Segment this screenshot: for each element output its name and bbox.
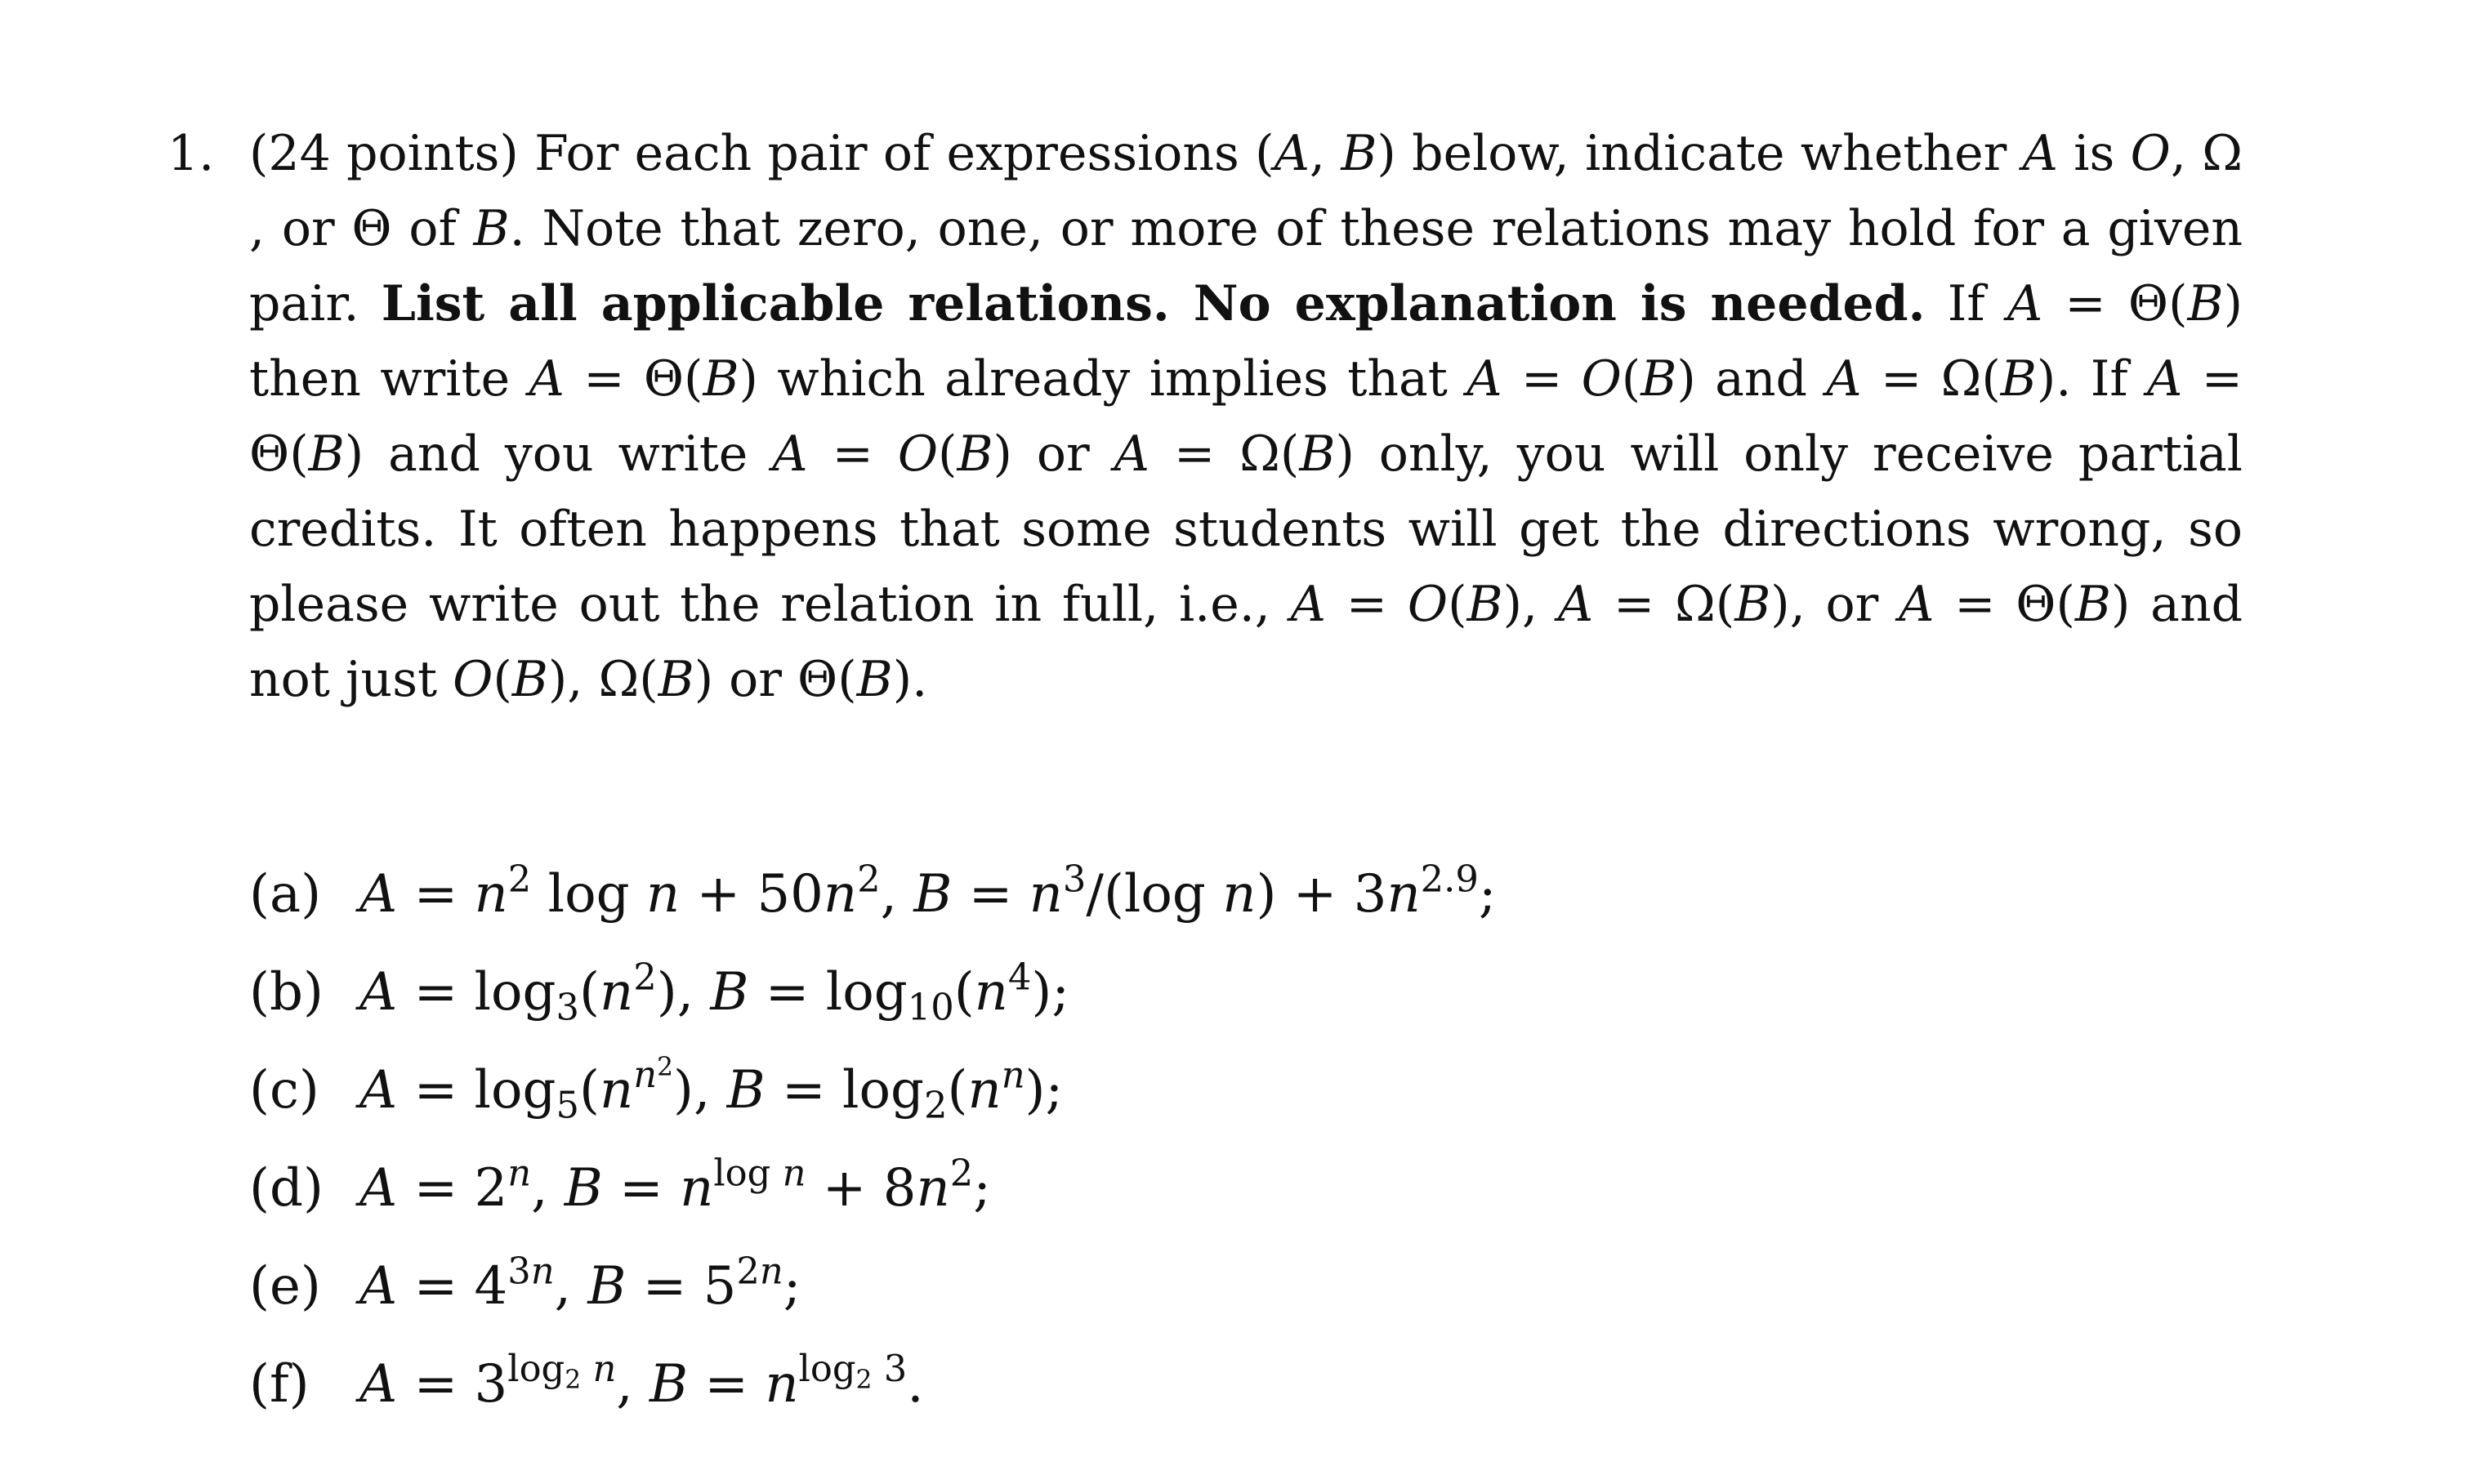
part-f: (f) $A = 3^{log_2 n}$, $B = n^{log_2 3}$. (249, 1335, 1801, 1433)
problem-number: 1. (167, 125, 215, 182)
problem-statement (249, 116, 2243, 717)
parts-list (249, 845, 1801, 1433)
part-e: (e) $A = 4^{3n}$, $B = 5^{2n}$; (249, 1237, 1801, 1335)
part-label: (c) (249, 1060, 319, 1121)
part-label: (a) (249, 864, 322, 925)
statement-intro: (24 points) For each pair of expressions (A, B) below, indicate whether A is O, Ω , or Θ of B. Note that zero, one, or more of these relations may hold for a given pair. (249, 125, 2243, 332)
part-a: (a) $A = n^2$ $\log n + 50n^2$, $B = n^3/(\log$ $n) + 3n^{2.9}$; (249, 845, 1801, 943)
part-label: (b) (249, 962, 324, 1023)
part-label: (d) (249, 1158, 324, 1219)
part-c: (c) $A = \log_5(n^{n^2})$, $B = \log_2(n^n)$; (249, 1041, 1801, 1139)
part-label: (e) (249, 1256, 321, 1317)
part-label: (f) (249, 1354, 310, 1415)
statement-rest: If A = Θ(B) then write A = Θ(B) which already implies that A = O(B) and A = Ω(B). If A = Θ(B) and you write A = O(B) or A = Ω(B) only, you will only receive partial credits. It often happens that some students will get the directions wrong, so please write out the relation in full, i.e., A = O(B), A = Ω(B), or A = Θ(B) and not just O(B), Ω(B) or Θ(B). (249, 275, 2243, 708)
part-d: (d) $A = 2^n$, $B = n^{log n} + 8n^2$; (249, 1139, 1801, 1237)
statement-bold-instruction: List all applicable relations. No explanation is needed. (381, 275, 1926, 332)
part-b: (b) $A = \log_3(n^2)$, $B = \log_{10}(n^4)$; (249, 943, 1801, 1041)
